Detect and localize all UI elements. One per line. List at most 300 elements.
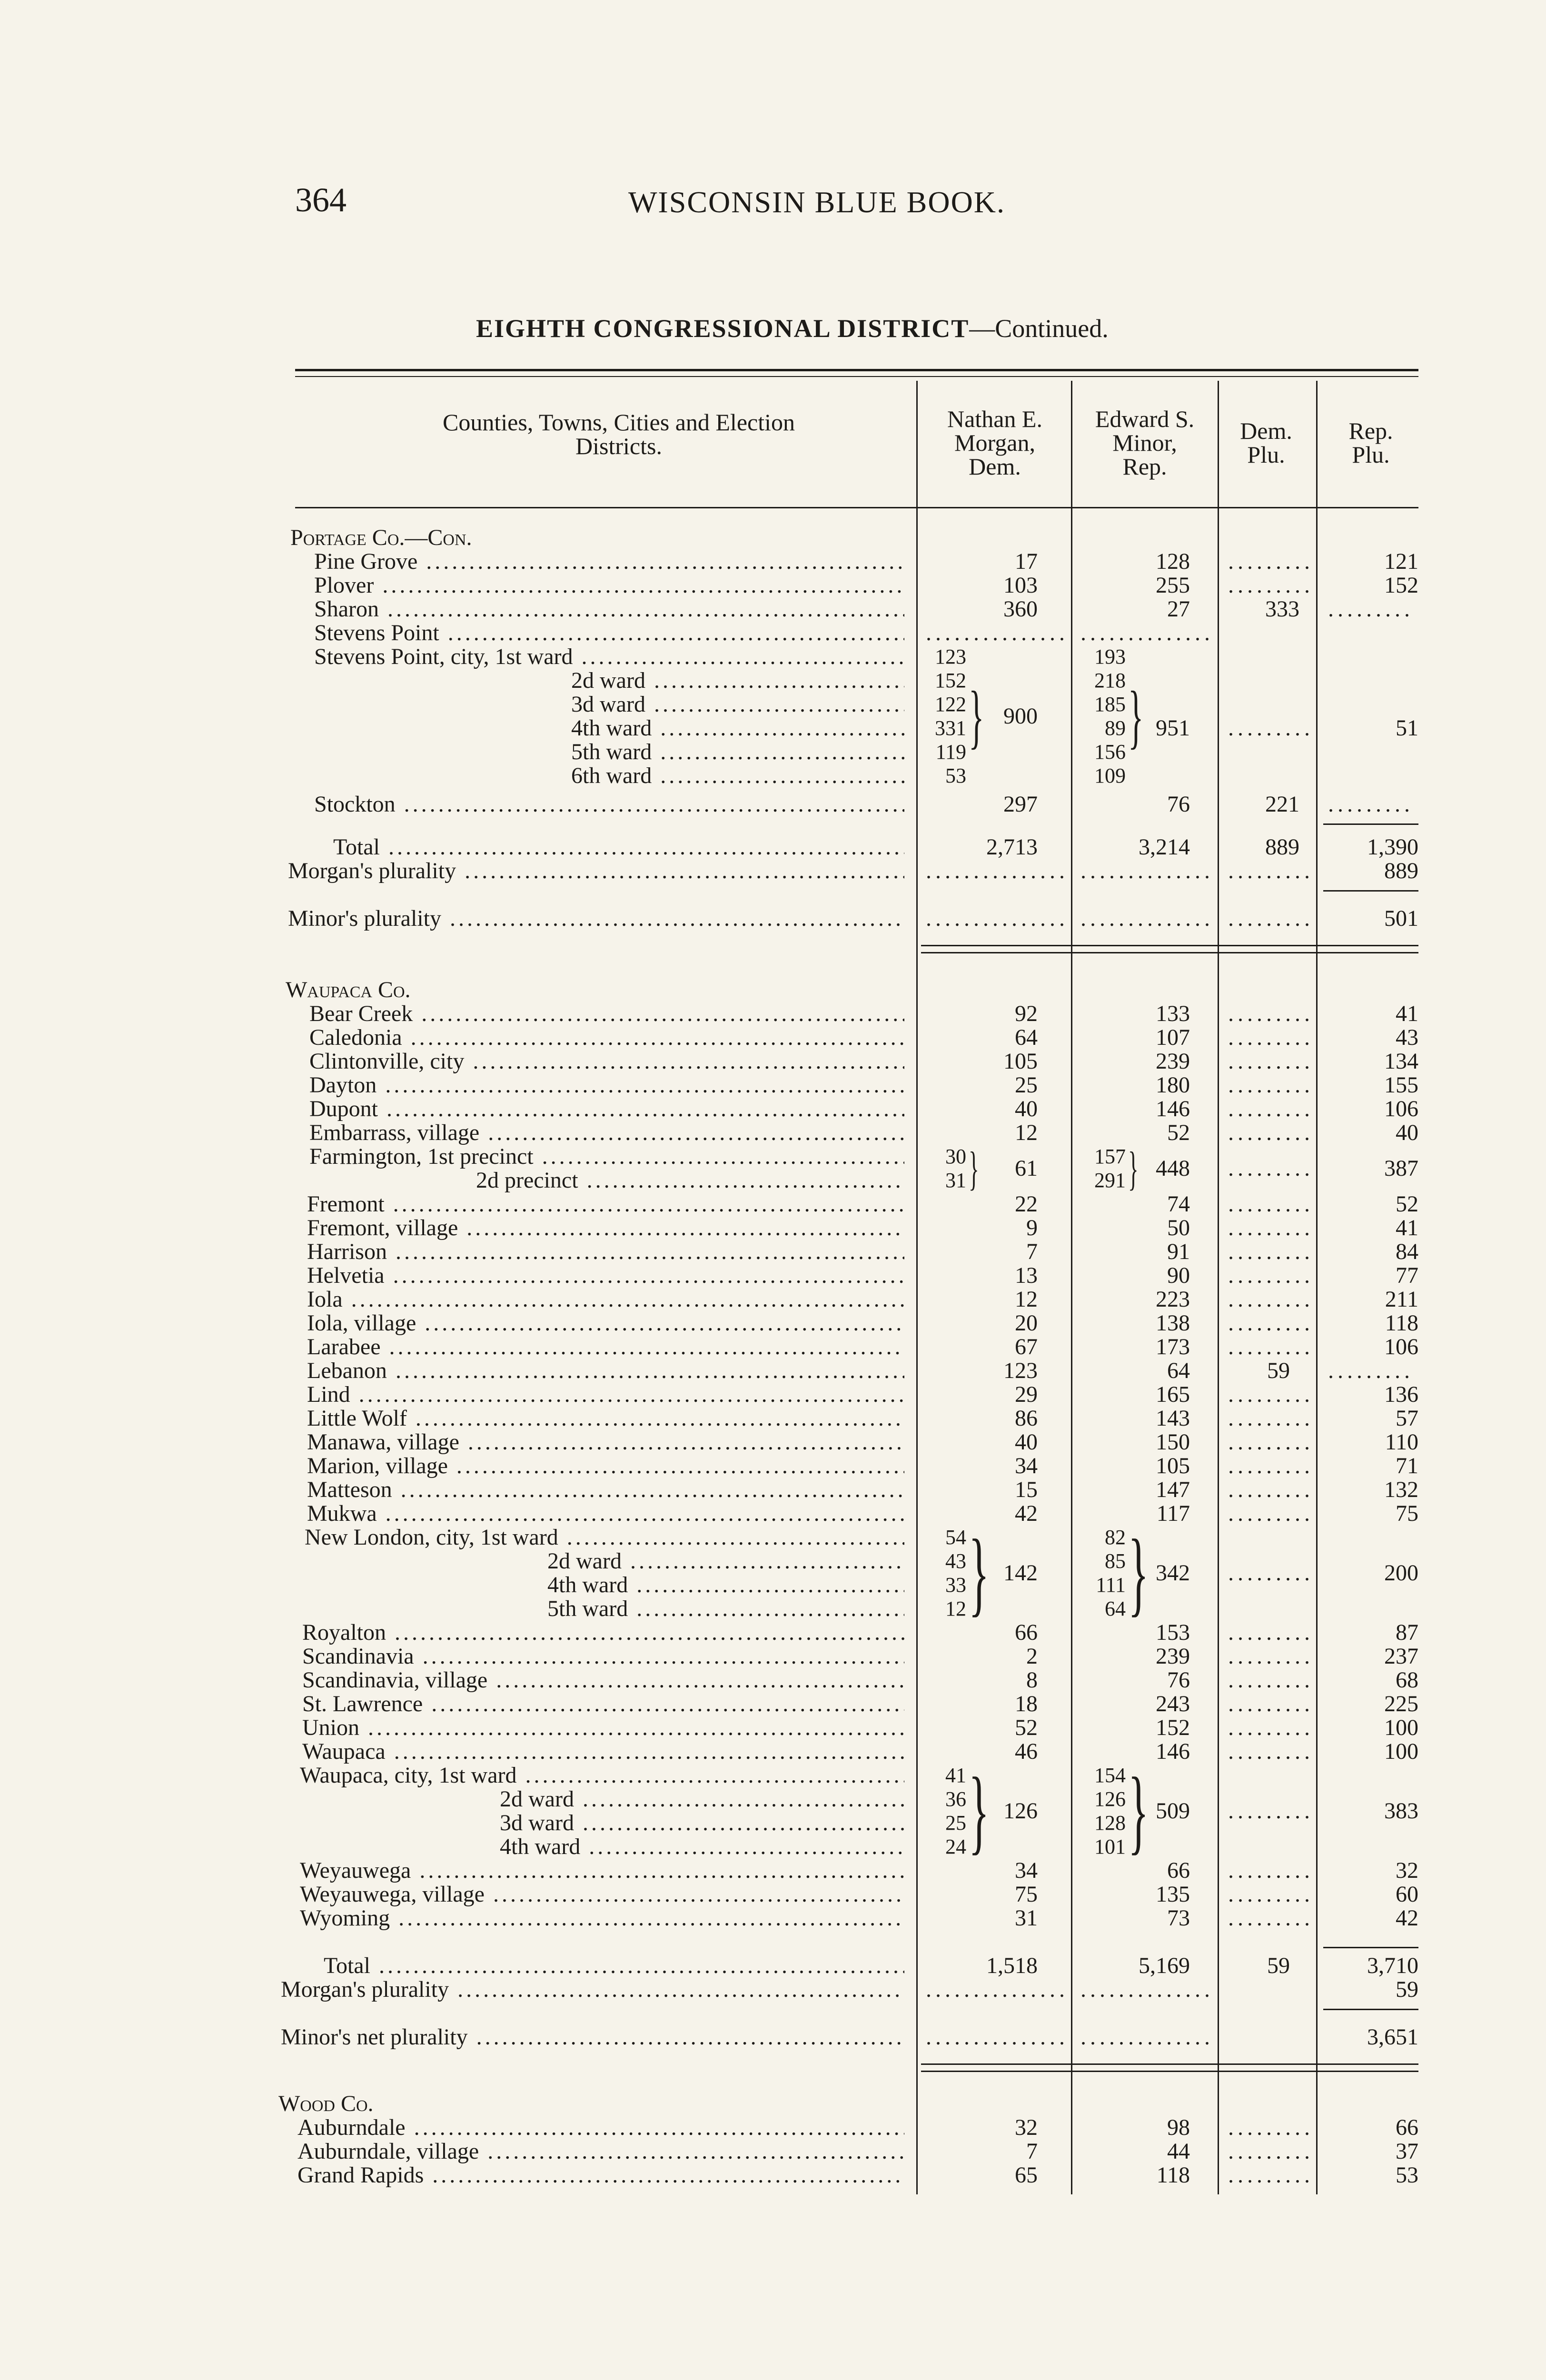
dem-blank xyxy=(1228,1883,1309,1906)
plurality-row xyxy=(0,859,1546,883)
morgan-value: 8 xyxy=(1026,1667,1038,1693)
morgan-value: 2 xyxy=(1026,1644,1038,1669)
ward-value: 64 xyxy=(1105,1597,1126,1620)
row-label: Grand Rapids ..... xyxy=(297,2163,904,2187)
table-row xyxy=(0,1621,1546,1645)
dem-blank xyxy=(1228,1645,1309,1668)
ward-value: 30 xyxy=(945,1145,966,1168)
row-label: Dayton ..... xyxy=(309,1073,904,1097)
ward-value: 101 xyxy=(1094,1835,1126,1858)
rep-blank xyxy=(1328,597,1414,621)
row-label: Morgan's plurality ..... xyxy=(288,859,904,883)
minor-value: 150 xyxy=(1156,1429,1190,1455)
minor-blank xyxy=(1080,907,1209,931)
morgan-value: 13 xyxy=(1015,1263,1038,1288)
table-row xyxy=(547,1549,904,1573)
dem-blank xyxy=(1228,1097,1309,1121)
row-label: Stockton ..... xyxy=(314,793,904,816)
row-label: Waupaca, city, 1st ward ..... xyxy=(300,1764,904,1787)
table-row xyxy=(0,1716,1546,1740)
morgan-blank xyxy=(926,2025,1064,2049)
ward-value: 152 xyxy=(935,669,966,692)
minor-value: 138 xyxy=(1156,1310,1190,1336)
ward-value: 185 xyxy=(1094,693,1126,716)
header-minor-line3: Rep. xyxy=(1122,453,1167,480)
morgan-value: 103 xyxy=(1003,573,1038,598)
ward-value: 53 xyxy=(945,764,966,787)
morgan-value: 40 xyxy=(1015,1096,1038,1121)
ward-value: 31 xyxy=(945,1169,966,1192)
brace-icon: } xyxy=(1128,1520,1149,1626)
ward-value: 24 xyxy=(945,1835,966,1858)
morgan-value: 123 xyxy=(1003,1358,1038,1383)
dem-blank xyxy=(1228,1668,1309,1692)
minor-value: 76 xyxy=(1167,792,1190,817)
table-row xyxy=(0,597,1546,621)
rep-value: 237 xyxy=(1384,1644,1418,1669)
morgan-value: 34 xyxy=(1015,1453,1038,1478)
rep-value: 501 xyxy=(1384,906,1418,931)
minor-value: 50 xyxy=(1167,1215,1190,1240)
rep-value: 106 xyxy=(1384,1096,1418,1121)
table-row xyxy=(0,1740,1546,1764)
rep-value: 155 xyxy=(1384,1072,1418,1098)
row-label: Larabee ..... xyxy=(307,1335,904,1359)
table-row xyxy=(0,793,1546,816)
rep-value: 75 xyxy=(1396,1501,1418,1526)
minor-value: 44 xyxy=(1167,2139,1190,2164)
header-rep-plu xyxy=(1323,419,1418,466)
row-label: Harrison ..... xyxy=(307,1240,904,1264)
rep-value: 71 xyxy=(1396,1453,1418,1478)
table-row xyxy=(500,1787,904,1811)
dem-blank xyxy=(1228,716,1309,740)
header-morgan-line1: Nathan E. xyxy=(947,406,1042,432)
morgan-value: 1,518 xyxy=(986,1953,1038,1978)
rep-value: 52 xyxy=(1396,1191,1418,1217)
row-label: Little Wolf ..... xyxy=(307,1407,904,1430)
morgan-value: 65 xyxy=(1015,2162,1038,2188)
rep-value: 57 xyxy=(1396,1406,1418,1431)
minor-value: 223 xyxy=(1156,1287,1190,1312)
dem-blank xyxy=(1228,1716,1309,1740)
ward-value: 82 xyxy=(1105,1526,1126,1549)
dem-value: 889 xyxy=(1265,834,1299,860)
morgan-value: 12 xyxy=(1015,1120,1038,1145)
rep-value: 66 xyxy=(1396,2115,1418,2140)
table-row xyxy=(571,764,904,788)
row-label: Stevens Point ..... xyxy=(314,621,904,645)
rep-value: 59 xyxy=(1396,1977,1418,2002)
morgan-value: 66 xyxy=(1015,1620,1038,1645)
minor-value: 74 xyxy=(1167,1191,1190,1217)
row-label: Caledonia ..... xyxy=(309,1026,904,1050)
table-row xyxy=(0,2116,1546,2140)
morgan-blank xyxy=(926,1978,1064,2002)
table-row xyxy=(0,1502,1546,1526)
table-row xyxy=(0,574,1546,597)
minor-total: 951 xyxy=(1156,715,1190,741)
table-row xyxy=(476,1169,904,1192)
morgan-value: 297 xyxy=(1003,792,1038,817)
ward-value: 41 xyxy=(945,1764,966,1787)
dem-blank xyxy=(1228,1050,1309,1073)
table-row xyxy=(0,1050,1546,1073)
minor-value: 239 xyxy=(1156,1644,1190,1669)
row-label: Morgan's plurality ..... xyxy=(281,1978,904,2002)
page-number: 364 xyxy=(295,181,347,219)
dem-blank xyxy=(1228,1859,1309,1883)
row-label: Weyauwega, village ..... xyxy=(300,1883,904,1906)
table-row xyxy=(0,1240,1546,1264)
morgan-value: 29 xyxy=(1015,1382,1038,1407)
dem-blank xyxy=(1228,1454,1309,1478)
rep-value: 32 xyxy=(1396,1858,1418,1883)
table-row xyxy=(300,1764,904,1787)
morgan-value: 52 xyxy=(1015,1715,1038,1740)
morgan-total: 900 xyxy=(1003,704,1038,729)
minor-total: 509 xyxy=(1156,1798,1190,1824)
morgan-value: 46 xyxy=(1015,1739,1038,1764)
ward-value: 157 xyxy=(1094,1145,1126,1168)
rep-value: 889 xyxy=(1384,858,1418,883)
table-row xyxy=(0,1216,1546,1240)
ward-label: 2d ward ..... xyxy=(547,1549,904,1573)
table-row xyxy=(500,1835,904,1859)
dem-blank xyxy=(1228,1264,1309,1288)
header-rep-line2: Plu. xyxy=(1352,441,1390,468)
minor-value: 91 xyxy=(1167,1239,1190,1264)
ward-label: 4th ward ..... xyxy=(571,716,904,740)
dem-blank xyxy=(1228,1478,1309,1502)
minor-value: 128 xyxy=(1156,549,1190,574)
dem-blank xyxy=(1228,1002,1309,1026)
rep-value: 43 xyxy=(1396,1025,1418,1050)
rep-value: 40 xyxy=(1396,1120,1418,1145)
header-minor-line2: Minor, xyxy=(1112,429,1177,456)
row-label: Waupaca ..... xyxy=(302,1740,904,1764)
minor-value: 98 xyxy=(1167,2115,1190,2140)
wood-heading: Wood Co. xyxy=(278,2091,374,2116)
rep-value: 3,651 xyxy=(1367,2024,1418,2050)
rep-value: 134 xyxy=(1384,1049,1418,1074)
dem-blank xyxy=(1228,1073,1309,1097)
table-row xyxy=(571,716,904,740)
dem-blank xyxy=(1228,1121,1309,1145)
morgan-value: 360 xyxy=(1003,596,1038,622)
row-label: Total ..... xyxy=(333,835,904,859)
table-row xyxy=(0,1668,1546,1692)
ward-value: 54 xyxy=(945,1526,966,1549)
minor-blank xyxy=(1080,2025,1209,2049)
dem-value: 59 xyxy=(1267,1358,1290,1383)
table-title xyxy=(476,312,1109,345)
minor-value: 64 xyxy=(1167,1358,1190,1383)
ward-value: 123 xyxy=(935,645,966,668)
row-label: St. Lawrence ..... xyxy=(302,1692,904,1716)
header-morgan xyxy=(919,407,1071,478)
table-row xyxy=(0,621,1546,645)
brace-icon: } xyxy=(1128,1142,1139,1195)
table-row xyxy=(0,1859,1546,1883)
dem-blank xyxy=(1228,1216,1309,1240)
morgan-blank xyxy=(926,907,1064,931)
table-row xyxy=(0,1430,1546,1454)
dem-blank xyxy=(1228,1192,1309,1216)
minor-total: 342 xyxy=(1156,1560,1190,1586)
brace-icon: } xyxy=(1128,677,1144,756)
minor-value: 73 xyxy=(1167,1905,1190,1931)
rep-value: 41 xyxy=(1396,1001,1418,1026)
morgan-total: 142 xyxy=(1003,1560,1038,1586)
section-double-rule xyxy=(921,952,1418,953)
table-row xyxy=(0,1883,1546,1906)
row-label: Lebanon ..... xyxy=(307,1359,904,1383)
morgan-blank xyxy=(926,621,1064,645)
ward-value: 25 xyxy=(945,1811,966,1835)
rep-value: 87 xyxy=(1396,1620,1418,1645)
subtotal-rule xyxy=(1323,2009,1418,2010)
rep-value: 100 xyxy=(1384,1739,1418,1764)
ward-value: 193 xyxy=(1094,645,1126,668)
ward-value: 119 xyxy=(935,740,966,764)
dem-blank xyxy=(1228,1407,1309,1430)
minor-value: 107 xyxy=(1156,1025,1190,1050)
morgan-value: 64 xyxy=(1015,1025,1038,1050)
ward-value: 156 xyxy=(1094,740,1126,764)
header-dem-plu xyxy=(1219,419,1314,466)
morgan-value: 7 xyxy=(1026,2139,1038,2164)
row-label: Helvetia ..... xyxy=(307,1264,904,1288)
morgan-value: 9 xyxy=(1026,1215,1038,1240)
plurality-row xyxy=(0,2025,1546,2049)
row-label: Fremont, village ..... xyxy=(307,1216,904,1240)
row-label: Minor's plurality ..... xyxy=(288,907,904,931)
dem-blank xyxy=(1228,1288,1309,1311)
ward-value: 33 xyxy=(945,1573,966,1597)
minor-value: 255 xyxy=(1156,573,1190,598)
rep-value: 211 xyxy=(1385,1287,1418,1312)
minor-value: 152 xyxy=(1156,1715,1190,1740)
row-label: Farmington, 1st precinct ..... xyxy=(309,1145,904,1169)
row-label: Minor's net plurality ..... xyxy=(281,2025,904,2049)
morgan-value: 2,713 xyxy=(986,834,1038,860)
ward-value: 109 xyxy=(1094,764,1126,787)
row-label: Dupont ..... xyxy=(309,1097,904,1121)
table-top-rule xyxy=(295,369,1418,371)
minor-value: 5,169 xyxy=(1139,1953,1190,1978)
ward-value: 43 xyxy=(945,1549,966,1573)
minor-value: 180 xyxy=(1156,1072,1190,1098)
minor-value: 52 xyxy=(1167,1120,1190,1145)
rep-value: 84 xyxy=(1396,1239,1418,1264)
table-row xyxy=(0,1478,1546,1502)
table-row xyxy=(571,693,904,716)
table-row xyxy=(0,2140,1546,2163)
dem-blank xyxy=(1228,550,1309,574)
dem-value: 221 xyxy=(1265,792,1299,817)
minor-value: 143 xyxy=(1156,1406,1190,1431)
row-label: Plover ..... xyxy=(314,574,904,597)
ward-label: 2d ward ..... xyxy=(571,669,904,693)
ward-value: 126 xyxy=(1094,1787,1126,1811)
table-row xyxy=(500,1811,904,1835)
table-row xyxy=(571,669,904,693)
dem-blank xyxy=(1228,2140,1309,2163)
rep-value: 200 xyxy=(1384,1560,1418,1586)
dem-blank xyxy=(1228,574,1309,597)
plurality-row xyxy=(0,907,1546,931)
table-row xyxy=(571,740,904,764)
brace-icon: } xyxy=(1128,1758,1149,1864)
row-label: Scandinavia, village ..... xyxy=(302,1668,904,1692)
minor-value: 3,214 xyxy=(1139,834,1190,860)
morgan-value: 25 xyxy=(1015,1072,1038,1098)
table-row xyxy=(0,2163,1546,2187)
minor-value: 105 xyxy=(1156,1453,1190,1478)
table-title-main: EIGHTH CONGRESSIONAL DISTRICT xyxy=(476,314,970,343)
morgan-value: 7 xyxy=(1026,1239,1038,1264)
rep-value: 37 xyxy=(1396,2139,1418,2164)
ward-value: 36 xyxy=(945,1787,966,1811)
header-bottom-rule xyxy=(295,507,1418,508)
row-label: Union ..... xyxy=(302,1716,904,1740)
ward-value: 89 xyxy=(1105,716,1126,740)
morgan-total: 61 xyxy=(1015,1156,1038,1181)
morgan-value: 22 xyxy=(1015,1191,1038,1217)
ward-label: 2d ward ..... xyxy=(500,1787,904,1811)
dem-blank xyxy=(1228,1026,1309,1050)
running-title: WISCONSIN BLUE BOOK. xyxy=(628,185,1005,219)
morgan-total: 126 xyxy=(1003,1798,1038,1824)
rep-value: 53 xyxy=(1396,2162,1418,2188)
morgan-value: 15 xyxy=(1015,1477,1038,1502)
section-double-rule xyxy=(921,2063,1418,2065)
table-row xyxy=(0,1192,1546,1216)
rep-value: 68 xyxy=(1396,1667,1418,1693)
plurality-row xyxy=(0,1978,1546,2002)
subtotal-rule xyxy=(1323,890,1418,892)
table-row xyxy=(0,1359,1546,1383)
rep-value: 1,390 xyxy=(1367,834,1418,860)
rep-value: 118 xyxy=(1385,1310,1418,1336)
header-morgan-line2: Morgan, xyxy=(954,429,1035,456)
dem-blank xyxy=(1228,1383,1309,1407)
morgan-value: 34 xyxy=(1015,1858,1038,1883)
row-label: Stevens Point, city, 1st ward ..... xyxy=(314,645,904,669)
morgan-blank xyxy=(926,859,1064,883)
ward-value: 122 xyxy=(935,693,966,716)
rep-value: 77 xyxy=(1396,1263,1418,1288)
ward-value: 111 xyxy=(1096,1573,1126,1597)
minor-value: 135 xyxy=(1156,1882,1190,1907)
row-label: Marion, village ..... xyxy=(307,1454,904,1478)
minor-value: 146 xyxy=(1156,1096,1190,1121)
row-label: Wyoming ..... xyxy=(300,1906,904,1930)
waupaca-heading: Waupaca Co. xyxy=(286,977,411,1002)
table-row xyxy=(0,1906,1546,1930)
section-double-rule xyxy=(921,945,1418,946)
morgan-value: 12 xyxy=(1015,1287,1038,1312)
ward-label: 4th ward ..... xyxy=(547,1573,904,1597)
row-label: Auburndale, village ..... xyxy=(297,2140,904,2163)
dem-blank xyxy=(1228,1311,1309,1335)
table-row xyxy=(547,1573,904,1597)
morgan-value: 18 xyxy=(1015,1691,1038,1716)
morgan-value: 31 xyxy=(1015,1905,1038,1931)
rep-value: 136 xyxy=(1384,1382,1418,1407)
rep-value: 110 xyxy=(1385,1429,1418,1455)
ward-label: 6th ward ..... xyxy=(571,764,904,788)
ward-value: 128 xyxy=(1094,1811,1126,1835)
header-districts-text: Counties, Towns, Cities and Election Districts. xyxy=(443,409,795,459)
table-row xyxy=(0,550,1546,574)
morgan-value: 20 xyxy=(1015,1310,1038,1336)
ward-label: 4th ward ..... xyxy=(500,1835,904,1859)
row-label: Embarrass, village ..... xyxy=(309,1121,904,1145)
subtotal-rule xyxy=(1323,823,1418,825)
dem-blank xyxy=(1228,1799,1309,1823)
header-dem-line2: Plu. xyxy=(1247,441,1285,468)
ward-value: 12 xyxy=(945,1597,966,1620)
ward-value: 291 xyxy=(1094,1169,1126,1192)
rep-value: 152 xyxy=(1384,573,1418,598)
portage-heading: Portage Co.—Con. xyxy=(290,525,472,550)
minor-value: 173 xyxy=(1156,1334,1190,1359)
rep-value: 387 xyxy=(1384,1156,1418,1181)
dem-blank xyxy=(1228,1906,1309,1930)
dem-blank xyxy=(1228,2163,1309,2187)
minor-value: 90 xyxy=(1167,1263,1190,1288)
rep-value: 132 xyxy=(1384,1477,1418,1502)
table-title-suffix: —Continued. xyxy=(969,314,1109,343)
table-row xyxy=(0,1645,1546,1668)
dem-blank xyxy=(1228,1740,1309,1764)
ward-label: 5th ward ..... xyxy=(571,740,904,764)
table-row xyxy=(0,1264,1546,1288)
table-row xyxy=(0,1311,1546,1335)
table-top-rule-thin xyxy=(295,376,1418,377)
row-label: Iola, village ..... xyxy=(307,1311,904,1335)
rep-value: 121 xyxy=(1384,549,1418,574)
dem-value: 333 xyxy=(1265,596,1299,622)
brace-icon: } xyxy=(969,1758,990,1864)
table-row xyxy=(305,1526,904,1549)
row-label: Manawa, village ..... xyxy=(307,1430,904,1454)
dem-blank xyxy=(1228,1692,1309,1716)
brace-icon: } xyxy=(969,1520,990,1626)
dem-blank xyxy=(1228,2116,1309,2140)
minor-value: 118 xyxy=(1156,2162,1190,2188)
morgan-value: 105 xyxy=(1003,1049,1038,1074)
header-minor-line1: Edward S. xyxy=(1095,406,1195,432)
row-label: Iola ..... xyxy=(307,1288,904,1311)
brace-icon: } xyxy=(969,677,984,756)
table-row xyxy=(0,1026,1546,1050)
row-label: Clintonville, city ..... xyxy=(309,1050,904,1073)
morgan-value: 40 xyxy=(1015,1429,1038,1455)
minor-value: 165 xyxy=(1156,1382,1190,1407)
minor-value: 146 xyxy=(1156,1739,1190,1764)
morgan-value: 86 xyxy=(1015,1406,1038,1431)
rep-value: 383 xyxy=(1384,1798,1418,1824)
minor-value: 66 xyxy=(1167,1858,1190,1883)
dem-blank xyxy=(1228,1335,1309,1359)
morgan-value: 32 xyxy=(1015,2115,1038,2140)
row-label: New London, city, 1st ward ..... xyxy=(305,1526,904,1549)
morgan-value: 92 xyxy=(1015,1001,1038,1026)
header-dem-line1: Dem. xyxy=(1240,417,1292,444)
